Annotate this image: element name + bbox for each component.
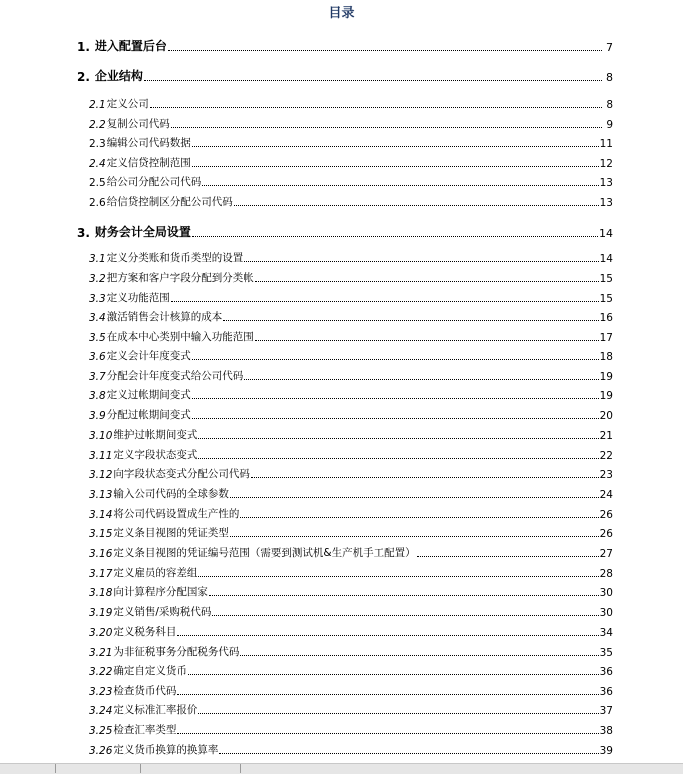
toc-entry-page-number: 12 [599, 158, 613, 170]
toc-entry-section[interactable] [89, 722, 613, 737]
toc-entry-number: 3.4 [89, 312, 106, 324]
dot-leader [192, 418, 599, 419]
dot-leader [234, 205, 599, 206]
ruler-tick [240, 764, 241, 773]
toc-entry-section[interactable] [89, 506, 613, 521]
toc-entry-title: 定义税务科目 [113, 626, 177, 638]
toc-entry-page-number: 14 [599, 227, 613, 240]
dot-leader [192, 398, 599, 399]
dot-leader [223, 320, 598, 321]
toc-entry-section[interactable] [89, 348, 613, 363]
toc-entry-page-number: 26 [599, 509, 613, 521]
toc-entry-page-number: 36 [599, 686, 613, 698]
toc-entry-page-number: 28 [599, 568, 613, 580]
toc-entry-section[interactable] [89, 545, 613, 560]
dot-leader [244, 379, 598, 380]
toc-entry-section[interactable] [89, 584, 613, 599]
toc-entry-page-number: 13 [599, 197, 613, 209]
toc-entry-title: 确定自定义货币 [113, 665, 187, 677]
dot-leader [255, 281, 599, 282]
toc-entry-title: 激活销售会计核算的成本 [106, 311, 223, 323]
toc-entry-title: 定义字段状态变式 [113, 449, 198, 461]
toc-entry-section[interactable] [89, 525, 613, 540]
toc-entry-page-number: 22 [599, 450, 613, 462]
ruler-tick [140, 764, 141, 773]
dot-leader [202, 185, 598, 186]
dot-leader [240, 517, 598, 518]
toc-entry-title: 输入公司代码的全球参数 [113, 488, 229, 500]
toc-entry-number: 3.7 [89, 371, 106, 383]
toc-entry-chapter[interactable] [77, 223, 613, 240]
toc-entry-page-number: 20 [599, 410, 613, 422]
toc-entry-title: 向计算程序分配国家 [113, 586, 208, 598]
toc-entry-title: 编辑公司代码数据 [106, 137, 191, 149]
dot-leader [188, 674, 599, 675]
dot-leader [168, 50, 602, 51]
toc-entry-title: 定义功能范围 [106, 292, 170, 304]
toc-entry-title: 定义信贷控制范围 [106, 157, 191, 169]
toc-entry-number: 2. [77, 70, 90, 84]
toc-entry-section[interactable] [89, 194, 613, 209]
toc-entry-number: 3. [77, 226, 90, 240]
dot-leader [198, 713, 598, 714]
toc-entry-title: 向字段状态变式分配公司代码 [113, 468, 250, 480]
toc-entry-page-number: 15 [599, 273, 613, 285]
toc-entry-title: 财务会计全局设置 [94, 225, 191, 239]
dot-leader [230, 536, 599, 537]
dot-leader [192, 146, 599, 147]
toc-entry-page-number: 39 [599, 745, 613, 757]
toc-entry-title: 分配会计年度变式给公司代码 [106, 370, 244, 382]
toc-entry-number: 3.14 [89, 509, 113, 521]
toc-entry-section[interactable] [89, 447, 613, 462]
toc-entry-section[interactable] [89, 309, 613, 324]
dot-leader [255, 340, 599, 341]
toc-entry-number: 3.15 [89, 528, 113, 540]
toc-entry-section[interactable] [89, 387, 613, 402]
toc-entry-section[interactable] [89, 663, 613, 678]
toc-entry-title: 定义标准汇率报价 [113, 704, 198, 716]
toc-entry-section[interactable] [89, 290, 613, 305]
toc-entry-section[interactable] [89, 702, 613, 717]
toc-entry-page-number: 23 [599, 469, 613, 481]
toc-entry-section[interactable] [89, 329, 613, 344]
dot-leader [251, 477, 599, 478]
toc-entry-section[interactable] [89, 270, 613, 285]
toc-entry-page-number: 24 [599, 489, 613, 501]
toc-entry-page-number: 35 [599, 647, 613, 659]
toc-entry-page-number: 36 [599, 666, 613, 678]
dot-leader [198, 576, 598, 577]
toc-entry-page-number: 14 [599, 253, 613, 265]
toc-entry-section[interactable] [89, 174, 613, 189]
toc-entry-page-number: 34 [599, 627, 613, 639]
toc-entry-page-number: 21 [599, 430, 613, 442]
toc-entry-chapter[interactable] [77, 67, 613, 84]
toc-entry-number: 3.10 [89, 430, 113, 442]
toc-entry-title: 定义条目视图的凭证类型 [113, 527, 229, 539]
toc-entry-number: 3.26 [89, 745, 113, 757]
dot-leader [177, 635, 598, 636]
toc-entry-title: 把方案和客户字段分配到分类帐 [106, 272, 254, 284]
toc-entry-page-number: 16 [599, 312, 613, 324]
toc-entry-section[interactable] [89, 250, 613, 265]
dot-leader [417, 556, 599, 557]
toc-entry-title: 定义销售/采购税代码 [113, 606, 212, 618]
toc-entry-section[interactable] [89, 624, 613, 639]
dot-leader [150, 107, 602, 108]
toc-entry-title: 检查汇率类型 [113, 724, 177, 736]
toc-entry-number: 3.24 [89, 705, 113, 717]
toc-entry-title: 定义公司 [106, 98, 149, 110]
toc-entry-number: 3.17 [89, 568, 113, 580]
toc-entry-page-number: 27 [599, 548, 613, 560]
toc-entry-page-number: 15 [599, 293, 613, 305]
toc-entry-section[interactable] [89, 683, 613, 698]
dot-leader [171, 127, 602, 128]
toc-entry-title: 给信贷控制区分配公司代码 [106, 196, 233, 208]
toc-entry-title: 分配过帐期间变式 [106, 409, 191, 421]
toc-entry-number: 3.19 [89, 607, 113, 619]
toc-entry-page-number: 9 [606, 119, 613, 131]
toc-entry-page-number: 30 [599, 607, 613, 619]
toc-entry-number: 2.3 [89, 138, 106, 150]
toc-entry-title: 为非征税事务分配税务代码 [113, 646, 240, 658]
toc-entry-number: 3.11 [89, 450, 113, 462]
toc-entry-number: 1. [77, 40, 90, 54]
toc-entry-section[interactable] [89, 466, 613, 481]
toc-entry-number: 3.8 [89, 390, 106, 402]
toc-entry-number: 3.13 [89, 489, 113, 501]
toc-entry-title: 在成本中心类别中输入功能范围 [106, 331, 254, 343]
toc-entry-section[interactable] [89, 427, 613, 442]
toc-entry-number: 3.12 [89, 469, 113, 481]
toc-entry-page-number: 19 [599, 371, 613, 383]
toc-entry-number: 3.3 [89, 293, 106, 305]
dot-leader [240, 655, 598, 656]
toc-entry-number: 3.18 [89, 587, 113, 599]
toc-title: 目录 [328, 6, 355, 21]
toc-entry-title: 定义雇员的容差组 [113, 567, 198, 579]
dot-leader [244, 261, 598, 262]
toc-entry-number: 2.5 [89, 177, 106, 189]
toc-entry-number: 3.22 [89, 666, 113, 678]
toc-entry-title: 复制公司代码 [106, 118, 170, 130]
toc-entry-page-number: 26 [599, 528, 613, 540]
toc-entry-number: 3.1 [89, 253, 106, 265]
toc-entry-page-number: 37 [599, 705, 613, 717]
toc-entry-page-number: 8 [606, 71, 613, 84]
toc-entry-section[interactable] [89, 644, 613, 659]
toc-entry-page-number: 18 [599, 351, 613, 363]
dot-leader [230, 497, 599, 498]
toc-entry-section[interactable] [89, 486, 613, 501]
toc-entry-page-number: 19 [599, 390, 613, 402]
dot-leader [177, 733, 598, 734]
toc-entry-title: 维护过帐期间变式 [113, 429, 198, 441]
dot-leader [212, 615, 598, 616]
dot-leader [192, 166, 599, 167]
toc-entry-number: 3.23 [89, 686, 113, 698]
toc-entry-number: 3.6 [89, 351, 106, 363]
toc-entry-section[interactable] [89, 368, 613, 383]
toc-entry-page-number: 11 [599, 138, 613, 150]
toc-entry-title: 给公司分配公司代码 [106, 176, 202, 188]
toc-entry-page-number: 30 [599, 587, 613, 599]
toc-entry-section[interactable] [89, 116, 613, 131]
toc-entry-number: 2.6 [89, 197, 106, 209]
toc-entry-section[interactable] [89, 135, 613, 150]
toc-entry-section[interactable] [89, 155, 613, 170]
toc-entry-section[interactable] [89, 96, 613, 111]
toc-entry-number: 2.2 [89, 119, 106, 131]
dot-leader [219, 753, 598, 754]
toc-entry-title: 将公司代码设置成生产性的 [113, 508, 240, 520]
toc-entry-number: 2.4 [89, 158, 106, 170]
toc-entry-title: 定义会计年度变式 [106, 350, 191, 362]
toc-entry-number: 2.1 [89, 99, 106, 111]
dot-leader [198, 458, 598, 459]
dot-leader [171, 301, 599, 302]
toc-entry-number: 3.2 [89, 273, 106, 285]
toc-entry-page-number: 7 [606, 41, 613, 54]
toc-entry-page-number: 38 [599, 725, 613, 737]
dot-leader [144, 80, 602, 81]
dot-leader [209, 595, 599, 596]
toc-entry-number: 3.9 [89, 410, 106, 422]
toc-entry-title: 定义条目视图的凭证编号范围（需要到测试机&生产机手工配置） [113, 547, 416, 559]
toc-entry-title: 进入配置后台 [94, 39, 167, 53]
dot-leader [192, 236, 598, 237]
toc-entry-chapter[interactable] [77, 37, 613, 54]
toc-entry-number: 3.16 [89, 548, 113, 560]
ruler-tick [55, 764, 56, 773]
toc-entry-number: 3.21 [89, 647, 113, 659]
toc-entry-number: 3.20 [89, 627, 113, 639]
toc-entry-number: 3.5 [89, 332, 106, 344]
toc-entry-title: 检查货币代码 [113, 685, 177, 697]
toc-entry-section[interactable] [89, 742, 613, 757]
status-bar [0, 763, 683, 774]
dot-leader [192, 359, 599, 360]
toc-entry-page-number: 17 [599, 332, 613, 344]
toc-entry-title: 定义货币换算的换算率 [113, 744, 219, 756]
dot-leader [198, 438, 598, 439]
toc-entry-page-number: 8 [606, 99, 613, 111]
toc-entry-page-number: 13 [599, 177, 613, 189]
toc-entry-title: 定义分类账和货币类型的设置 [106, 252, 244, 264]
toc-entry-section[interactable] [89, 565, 613, 580]
toc-entry-section[interactable] [89, 604, 613, 619]
toc-entry-section[interactable] [89, 407, 613, 422]
toc-entry-number: 3.25 [89, 725, 113, 737]
toc-entry-title: 企业结构 [94, 69, 143, 83]
dot-leader [177, 694, 598, 695]
toc-entry-title: 定义过帐期间变式 [106, 389, 191, 401]
